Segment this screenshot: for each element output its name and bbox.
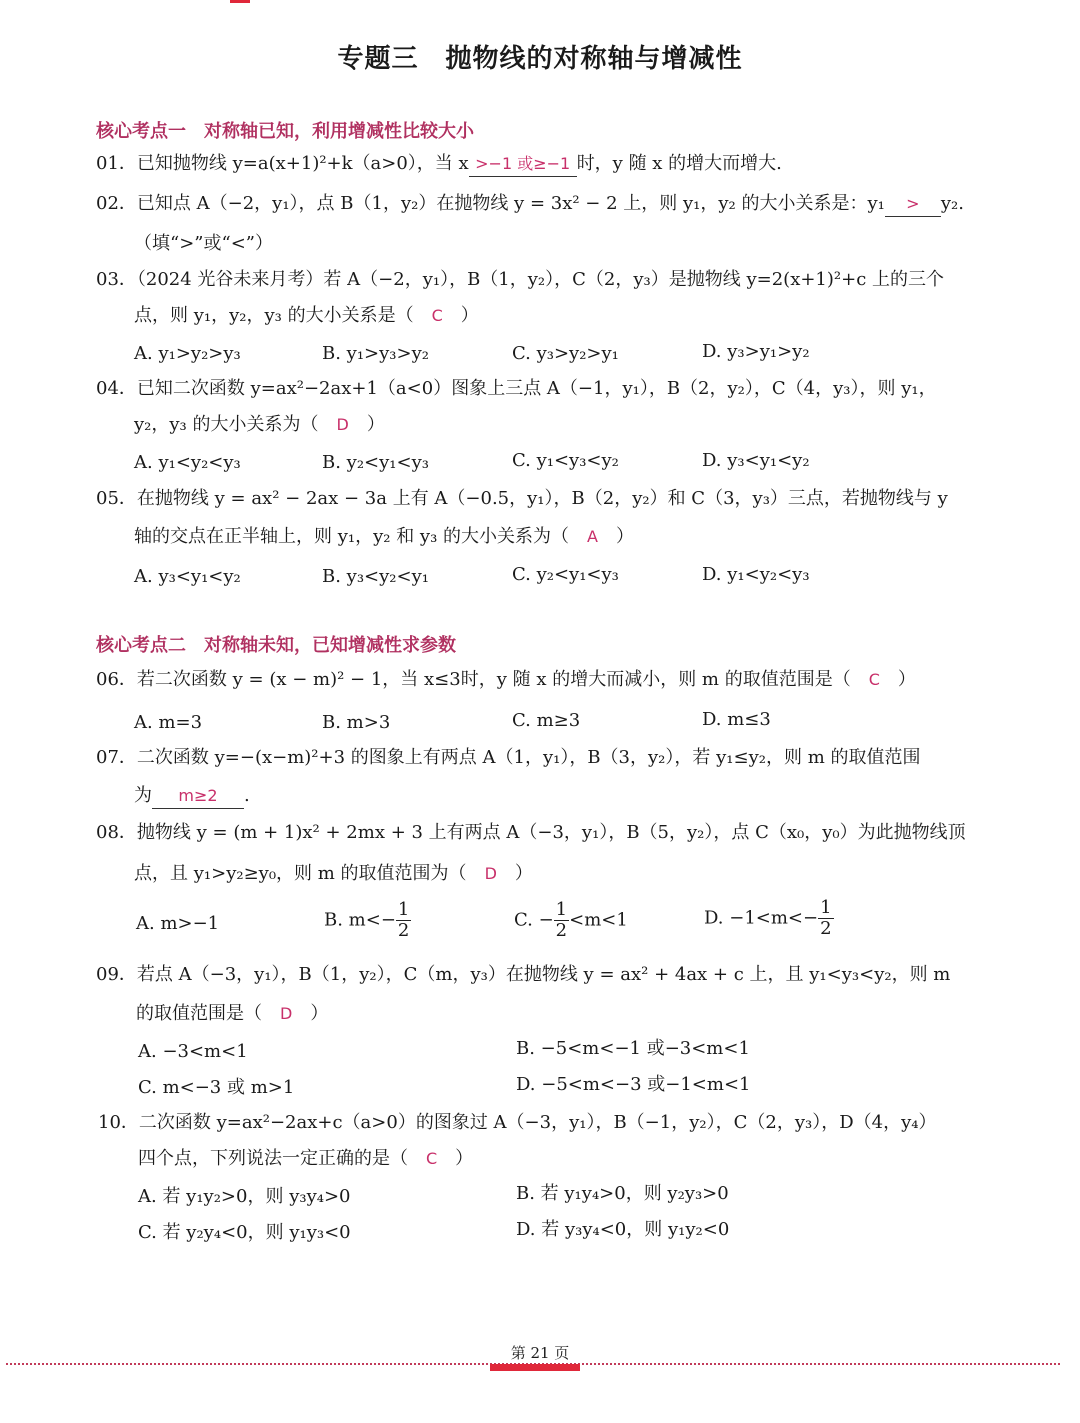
option-c: C. − $\frac{1}{2}$ <m<1 xyxy=(514,899,628,941)
answer-blank: m≥2 xyxy=(152,784,244,809)
option-b: B. m<− $\frac{1}{2}$ xyxy=(324,899,410,941)
answer-mark: D xyxy=(336,415,349,434)
answer-mark: C xyxy=(426,1149,438,1168)
question-05-line2: 轴的交点在正半轴上，则 y₁，y₂ 和 y₃ 的大小关系为（ A ） xyxy=(134,526,634,547)
question-09: 09．若点 A（−3，y₁），B（1，y₂），C（m，y₃）在抛物线 y = ax² + 4ax + c 上，且 y₁<y₃<y₂，则 m xyxy=(96,964,951,985)
option-a: A. y₁<y₂<y₃ xyxy=(134,452,241,473)
option-d: D. m≤3 xyxy=(702,709,771,730)
question-06: 06．若二次函数 y = (x − m)² − 1，当 x≤3时，y 随 x 的增大而减小，则 m 的取值范围是（ C ） xyxy=(96,669,916,690)
footer-accent-bar xyxy=(490,1364,580,1371)
answer-mark: C xyxy=(431,306,443,325)
option-a: A. y₃<y₁<y₂ xyxy=(134,566,241,587)
option-d: D. y₃>y₁>y₂ xyxy=(702,341,810,362)
question-08-line2: 点，且 y₁>y₂≥y₀，则 m 的取值范围为（ D ） xyxy=(134,863,533,884)
option-d: D. −5<m<−3 或−1<m<1 xyxy=(516,1074,751,1095)
option-a: A. m=3 xyxy=(134,712,203,733)
fraction: $\frac{1}{2}$ xyxy=(397,899,410,941)
question-08: 08．抛物线 y = (m + 1)x² + 2mx + 3 上有两点 A（−3，y₁），B（5，y₂），点 C（x₀，y₀）为此抛物线顶 xyxy=(96,822,966,843)
question-04: 04．已知二次函数 y=ax²−2ax+1（a<0）图象上三点 A（−1，y₁），B（2，y₂），C（4，y₃），则 y₁， xyxy=(96,378,937,399)
page-title: 专题三 抛物线的对称轴与增减性 xyxy=(337,44,743,74)
option-d: D. y₃<y₁<y₂ xyxy=(702,450,810,471)
answer-mark: C xyxy=(868,670,880,689)
answer-mark: A xyxy=(587,527,598,546)
option-b: B. 若 y₁y₄>0，则 y₂y₃>0 xyxy=(516,1183,729,1204)
question-04-line2: y₂，y₃ 的大小关系为（ D ） xyxy=(134,414,385,435)
option-b: B. −5<m<−1 或−3<m<1 xyxy=(516,1038,750,1059)
option-a: A. −3<m<1 xyxy=(138,1041,248,1062)
answer-blank: >−1 或≥−1 xyxy=(469,152,577,177)
option-c: C. m<−3 或 m>1 xyxy=(138,1077,295,1098)
option-d: D. y₁<y₂<y₃ xyxy=(702,564,810,585)
fraction: $\frac{1}{2}$ xyxy=(820,897,832,939)
option-b: B. y₂<y₁<y₃ xyxy=(322,452,429,473)
question-02-hint: （填“>”或“<”） xyxy=(134,233,273,254)
answer-blank: > xyxy=(885,192,941,217)
option-d: D. 若 y₃y₄<0，则 y₁y₂<0 xyxy=(516,1219,730,1240)
section-title-1: 核心考点一 对称轴已知，利用增减性比较大小 xyxy=(96,121,474,142)
section-title-2: 核心考点二 对称轴未知，已知增减性求参数 xyxy=(96,635,456,656)
question-10-line2: 四个点，下列说法一定正确的是（ C ） xyxy=(138,1148,474,1169)
option-d: D. −1<m<− $\frac{1}{2}$ xyxy=(704,897,832,939)
question-05: 05．在抛物线 y = ax² − 2ax − 3a 上有 A（−0.5，y₁），B（2，y₂）和 C（3，y₃）三点，若抛物线与 y xyxy=(96,488,948,509)
option-b: B. y₁>y₃>y₂ xyxy=(322,343,429,364)
option-a: A. y₁>y₂>y₃ xyxy=(134,343,241,364)
option-c: C. y₂<y₁<y₃ xyxy=(512,564,619,585)
answer-mark: D xyxy=(484,864,497,883)
option-c: C. y₁<y₃<y₂ xyxy=(512,450,619,471)
option-c: C. 若 y₂y₄<0，则 y₁y₃<0 xyxy=(138,1222,351,1243)
option-a: A. 若 y₁y₂>0，则 y₃y₄>0 xyxy=(138,1186,351,1207)
question-03: 03．（2024 光谷未来月考）若 A（−2，y₁），B（1，y₂），C（2，y₃）是抛物线 y=2(x+1)²+c 上的三个 xyxy=(96,269,945,290)
answer-mark: D xyxy=(280,1004,293,1023)
question-03-line2: 点，则 y₁，y₂，y₃ 的大小关系是（ C ） xyxy=(134,305,479,326)
top-red-mark xyxy=(230,0,250,3)
option-a: A. m>−1 xyxy=(136,913,220,934)
question-09-line2: 的取值范围是（ D ） xyxy=(136,1003,329,1024)
option-b: B. m>3 xyxy=(322,712,391,733)
question-01: 01．已知抛物线 y=a(x+1)²+k（a>0），当 x >−1 或≥−1 时，y 随 x 的增大而增大. xyxy=(96,152,782,177)
question-10: 10．二次函数 y=ax²−2ax+c（a>0）的图象过 A（−3，y₁），B（−1，y₂），C（2，y₃），D（4，y₄） xyxy=(98,1112,937,1133)
page-number: 第 21 页 xyxy=(510,1344,570,1362)
question-02: 02．已知点 A（−2，y₁），点 B（1，y₂）在抛物线 y = 3x² − 2 上，则 y₁，y₂ 的大小关系是：y₁ > y₂. xyxy=(96,192,964,217)
option-c: C. m≥3 xyxy=(512,710,581,731)
option-c: C. y₃>y₂>y₁ xyxy=(512,343,619,364)
fraction: $\frac{1}{2}$ xyxy=(555,899,568,941)
question-07: 07．二次函数 y=−(x−m)²+3 的图象上有两点 A（1，y₁），B（3，y₂），若 y₁≤y₂，则 m 的取值范围 xyxy=(96,747,921,768)
option-b: B. y₃<y₂<y₁ xyxy=(322,566,429,587)
question-07-line2: 为 m≥2 . xyxy=(134,784,250,809)
